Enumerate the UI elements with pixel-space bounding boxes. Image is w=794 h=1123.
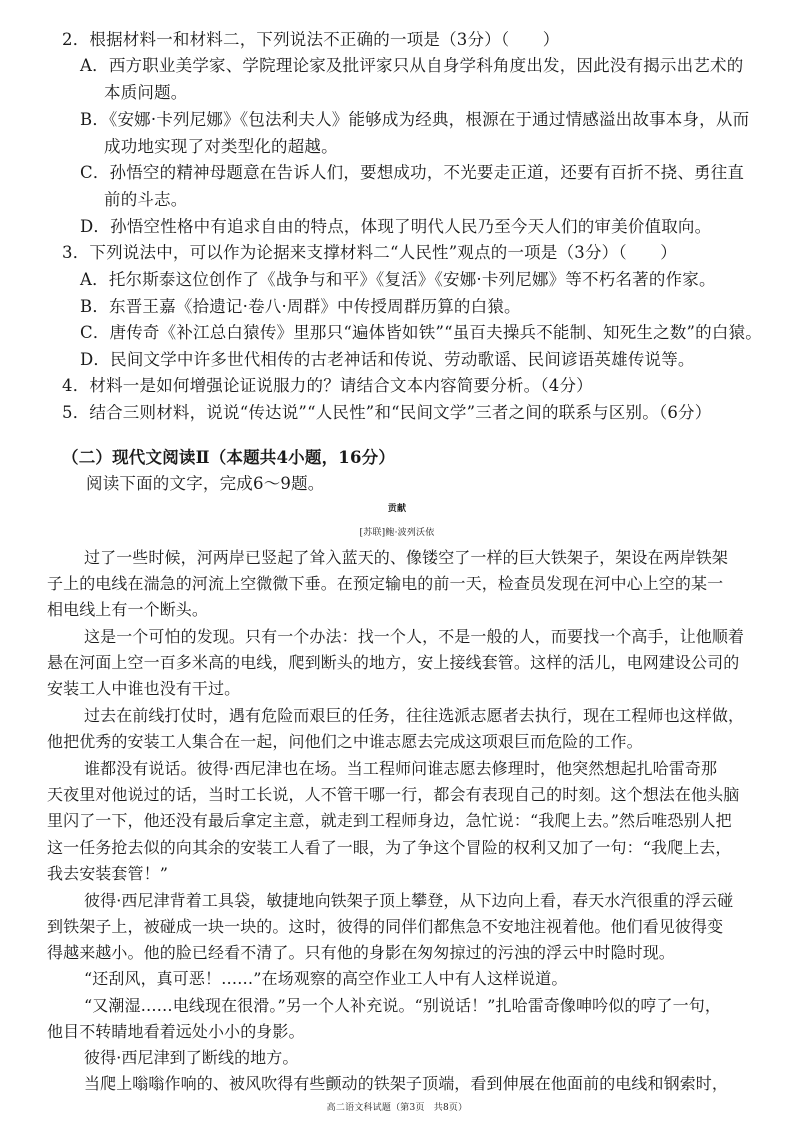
story-author: [苏联]鲍·波列沃依 <box>359 528 435 538</box>
page-footer: 高二语文科试题（第3页 共8页） <box>326 1103 468 1113</box>
q2-option-c-line2: 前的斗志。 <box>104 190 188 209</box>
story-title: 贡献 <box>387 504 407 514</box>
story-line: 过去在前线打仗时，遇有危险而艰巨的任务，往往选派志愿者去执行，现在工程师也这样做， <box>84 706 745 725</box>
q4: 4．材料一是如何增强论证说服力的？请结合文本内容简要分析。（4分） <box>62 376 593 395</box>
story-line: 他把优秀的安装工人集合在一起，问他们之中谁志愿去完成这项艰巨而危险的工作。 <box>47 732 643 751</box>
story-line: 这是一个可怕的发现。只有一个办法：找一个人，不是一般的人，而要找一个高手，让他顺着 <box>84 627 745 646</box>
story-line: 安装工人中谁也没有干过。 <box>47 679 241 698</box>
q3-stem: 3．下列说法中，可以作为论据来支撑材料二“人民性”观点的一项是（3分）（ ） <box>62 243 677 262</box>
q3-option-d: D．民间文学中许多世代相传的古老神话和传说、劳动歌谣、民间谚语英雄传说等。 <box>80 350 695 369</box>
story-line: 相电线上有一个断头。 <box>47 600 209 619</box>
q2-option-a-line2: 本质问题。 <box>104 83 188 102</box>
q2-option-d: D．孙悟空性格中有追求自由的特点，体现了明代人民乃至今天人们的审美价值取向。 <box>80 217 712 236</box>
q2-stem: 2．根据材料一和材料二，下列说法不正确的一项是（3分）（ ） <box>62 30 560 49</box>
story-line: 得越来越小。他的脸已经看不清了。只有他的身影在匆匆掠过的污浊的浮云中时隐时现。 <box>47 943 675 962</box>
story-line: “还刮风，真可恶！……”在场观察的高空作业工人中有人这样说道。 <box>84 969 568 988</box>
q2-option-b-line2: 成功地实现了对类型化的超越。 <box>104 137 338 156</box>
story-line: 当爬上嗡嗡作响的、被风吹得有些颤动的铁架子顶端，看到伸展在他面前的电线和钢索时， <box>84 1074 729 1093</box>
q3-option-a: A．托尔斯泰这位创作了《战争与和平》《复活》《安娜·卡列尼娜》等不朽名著的作家。 <box>80 270 716 289</box>
story-line: 里闪了一下，他还没有最后拿定主意，就走到工程师身边，急忙说：“我爬上去。”然后唯恐别人把 <box>47 811 732 830</box>
story-line: 子上的电线在湍急的河流上空微微下垂。在预定输电的前一天，检查员发现在河中心上空的某一 <box>47 574 724 593</box>
q2-option-a-line1: A．西方职业美学家、学院理论家及批评家只从自身学科角度出发，因此没有揭示出艺术的 <box>80 56 744 75</box>
story-line: 彼得·西尼津背着工具袋，敏捷地向铁架子顶上攀登，从下边向上看，春天水汽很重的浮云碰 <box>84 891 734 910</box>
section-instruction: 阅读下面的文字，完成6～9题。 <box>86 474 325 493</box>
story-line: 悬在河面上空一百多米高的电线，爬到断头的地方，安上接线套管。这样的活儿，电网建设公司的 <box>47 653 740 672</box>
story-line: 到铁架子上，被碰成一块一块的。这时，彼得的同伴们都焦急不安地注视着他。他们看见彼得变 <box>47 917 724 936</box>
section-heading: （二）现代文阅读Ⅱ（本题共4小题，16分） <box>62 448 396 467</box>
q2-option-b-line1: B．《安娜·卡列尼娜》《包法利夫人》能够成为经典，根源在于通过情感溢出故事本身，从而 <box>80 110 750 129</box>
q2-option-c-line1: C．孙悟空的精神母题意在告诉人们，要想成功，不光要走正道，还要有百折不挠、勇往直 <box>80 163 745 182</box>
story-line: 我去安装套管！” <box>47 864 168 883</box>
story-line: 他目不转睛地看着远处小小的身影。 <box>47 1022 305 1041</box>
q3-option-b: B．东晋王嘉《拾遗记·卷八·周群》中传授周群历算的白猿。 <box>80 297 521 316</box>
story-line: 这一任务抢去似的向其余的安装工人看了一眼，为了争这个冒险的权利又加了一句：“我爬上去， <box>47 838 732 857</box>
story-line: 谁都没有说话。彼得·西尼津也在场。当工程师问谁志愿去修理时，他突然想起扎哈雷奇那 <box>84 759 718 778</box>
story-line: 彼得·西尼津到了断线的地方。 <box>84 1048 299 1067</box>
q3-option-c: C．唐传奇《补江总白猿传》里那只“遍体皆如铁”“虽百夫操兵不能制、知死生之数”的白猿。 <box>80 323 762 342</box>
story-line: 过了一些时候，河两岸已竖起了耸入蓝天的、像镂空了一样的巨大铁架子，架设在两岸铁架 <box>84 548 729 567</box>
q5: 5．结合三则材料，说说“传达说”“人民性”和“民间文学”三者之间的联系与区别。（6分） <box>62 403 712 422</box>
story-line: 天夜里对他说过的话，当时工长说，人不管干哪一行，都会有表现自己的时刻。这个想法在他头脑 <box>47 785 740 804</box>
story-line: “又潮湿……电线现在很滑。”另一个人补充说。“别说话！”扎哈雷奇像呻吟似的哼了一句， <box>84 996 721 1015</box>
